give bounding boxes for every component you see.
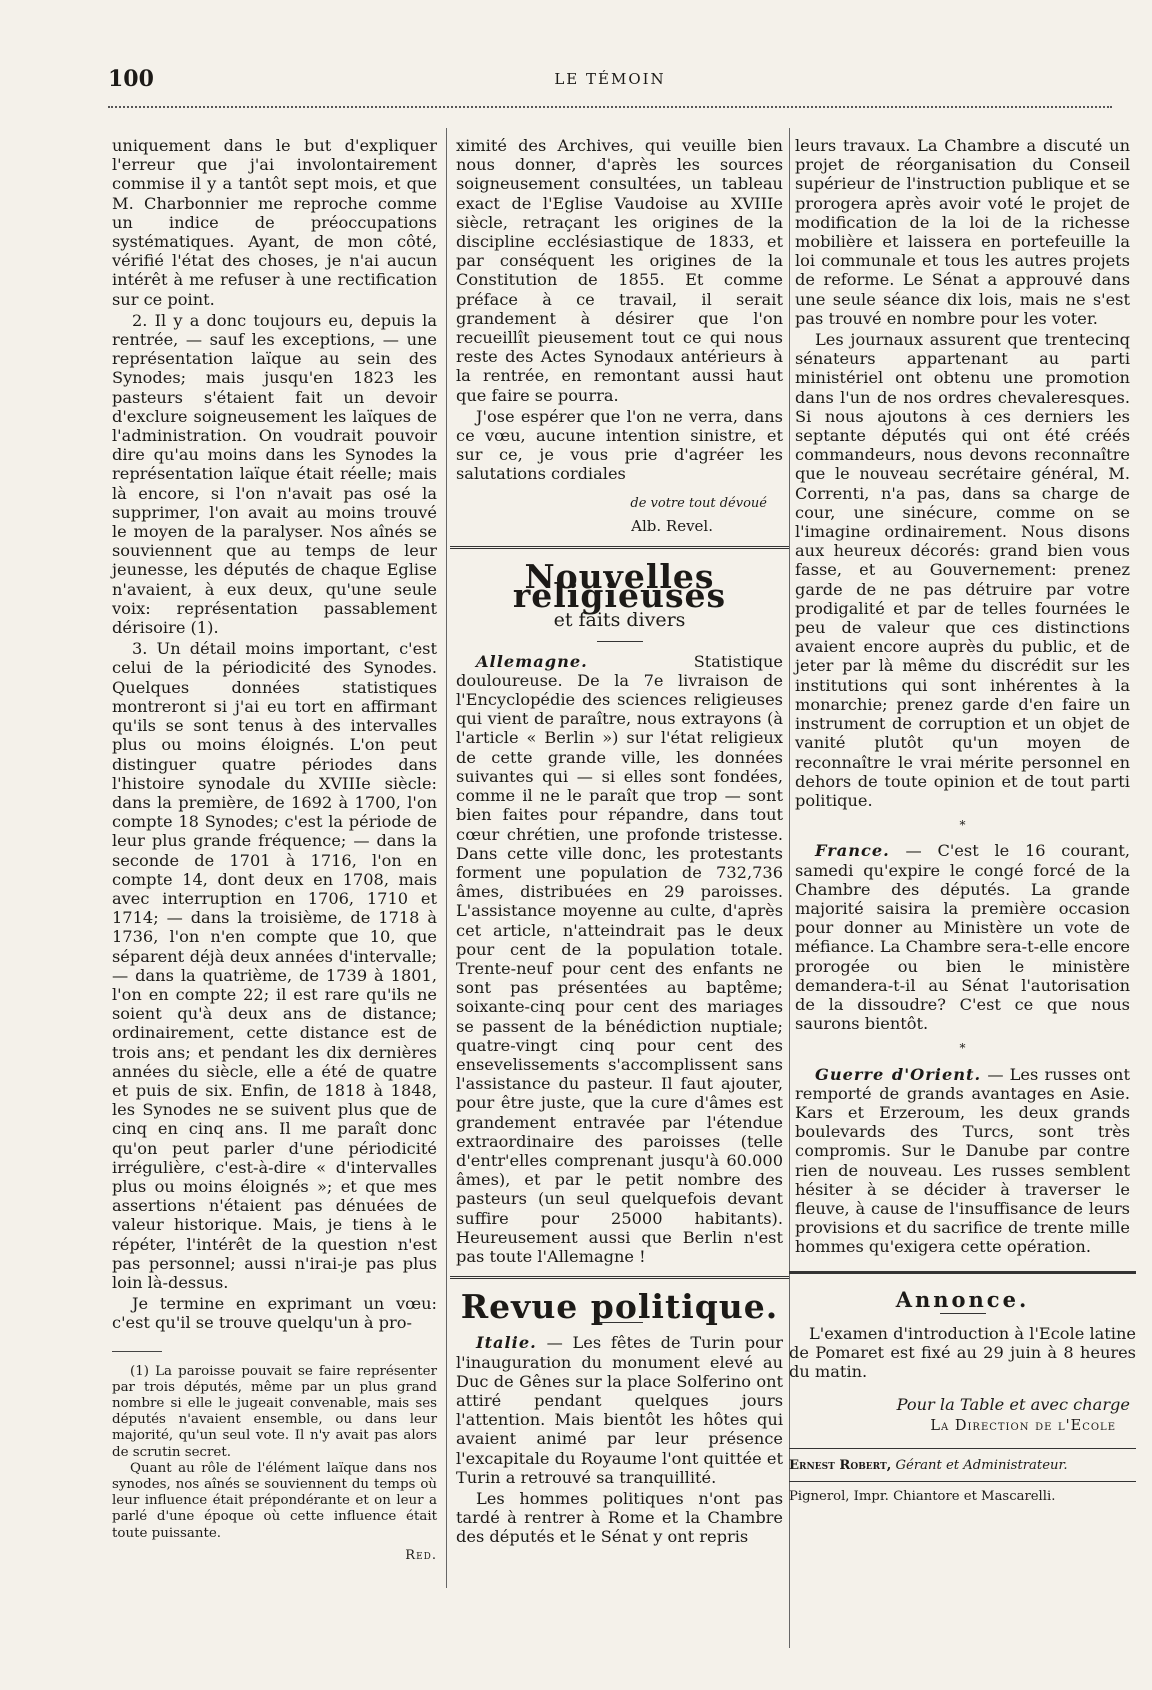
- short-rule-3: [940, 1313, 986, 1314]
- col2-paragraph-2: J'ose espérer que l'on ne verra, dans ce vœu, aucune intention sinistre, et sur ce, je vous prie d'agréer les salutations cordiales: [456, 406, 783, 484]
- column-2: [456, 136, 783, 1549]
- section-subtitle: et faits divers: [553, 609, 686, 632]
- announcement-signature: La Direction de l'Ecole: [930, 1417, 1116, 1434]
- section-separator-2: [450, 1276, 789, 1279]
- short-rule: [597, 641, 643, 642]
- col1-paragraph-1: uniquement dans le but d'expliquer l'erreur que j'ai involontairement commise il y a tantôt sept mois, et que M. Charbonnier me reproche comme un indice de préoccupations systématiques. Ayant, de mon côté, vérifié l'état des choses, je n'ai aucun intérêt à me refuser à une rectification sur ce point.: [112, 136, 437, 309]
- guerre-article: — Les russes ont remporté de grands avantages en Asie. Kars et Erzeroum, les deux grands boulevards des Turcs, sont très compromis. Sur le Danube par contre rien de nouveau. Les russes semblent hésiter à se décider à traverser le fleuve, à cause de l'insuffisance de leurs provisions et du sacrifice de trente mille hommes qu'exigera cette opération.: [795, 1064, 1130, 1257]
- star-separator: *: [959, 818, 966, 833]
- letter-signature: Alb. Revel.: [631, 516, 713, 535]
- imprint-name: Ernest Robert,: [789, 1457, 892, 1473]
- col1-paragraph-4: Je termine en exprimant un vœu: c'est qu'il se trouve quelqu'un à pro-: [112, 1294, 437, 1333]
- allemagne-article: Statistique douloureuse. De la 7e livraison de l'Encyclopédie des sciences religieuses qui vient de paraître, nous extrayons (à l'article « Berlin ») sur l'état religieux de cette grande ville, les données suivantes qui — si elles sont fondées, comme il ne le paraît que trop — sont bien faites pour répandre, dans tout cœur chrétien, une profonde tristesse. Dans cette ville donc, les protestants forment une population de 732,736 âmes, distribuées en 29 paroisses. L'assistance moyenne au culte, d'après cet article, n'atteindrait pas le deux pour cent de la population totale. Trente-neuf pour cent des enfants ne sont pas présentées au baptême; soixante-cinq pour cent des mariages se passent de la bénédiction nuptiale; quatre-vingt cinq pour cent des ensevelissements s'accomplissent sans l'assistance du pasteur. Il faut ajouter, pour être juste, que la cure d'âmes est grandement entravée par l'étendue extraordinaire des paroisses (telle d'entr'elles comprenant jusqu'à 60.000 âmes), et par le petit nombre des pasteurs (un seul quelquefois devant suffire pour 25000 habitants). Heureusement aussi que Berlin n'est pas toute l'Allemagne !: [456, 651, 783, 1266]
- col2-paragraph-last: Les hommes politiques n'ont pas tardé à rentrer à Rome et la Chambre des députés et le Sénat y ont repris: [456, 1489, 783, 1547]
- footnote-1: (1) La paroisse pouvait se faire représenter par trois députés, même par un plus grand nombre si elle le jugeait convenable, mais ses députés n'avaient ensemble, ou dans leur majorité, qu'un seul vote. Il n'y avait pas alors de scrutin secret.: [112, 1363, 437, 1460]
- col1-paragraph-2: 2. Il y a donc toujours eu, depuis la rentrée, — sauf les exceptions, — une représentation laïque au sein des Synodes; mais jusqu'en 1823 les pasteurs s'étaient fait un devoir d'exclure soigneusement les laïques de l'administration. On voudrait pouvoir dire qu'au moins dans les Synodes la représentation laïque était réelle; mais là encore, si l'on n'avait pas osé la supprimer, l'on avait au moins trouvé le moyen de la paralyser. Nos aînés se souviennent que au temps de leur jeunesse, les députés de chaque Eglise n'avaient, à eux deux, qu'une seule voix: représentation passablement dérisoire (1).: [112, 310, 437, 638]
- col3-paragraph-2: Les journaux assurent que trentecinq sénateurs appartenant au parti ministériel ont obtenu une promotion dans l'un de nos ordres chevaleresques. Si nous ajoutons à ces derniers les septante députés qui ont été créés commandeurs, nous devons reconnaître que le nouveau secrétaire général, M. Correnti, n'a pas, dans sa charge de cour, une sinécure, comme on se l'imagine ordinairement. Nous disons aux heureux décorés: grand bien vous fasse, et au Gouvernement: prenez garde de ne pas détruire par votre prodigalité et par de telles fournées le peu de valeur que ces distinctions avaient encore auprès du public, et de jeter par là même du discrédit sur les institutions qui sont inhérentes à la monarchie; prenez garde d'en faire un instrument de corruption et un objet de vanité plutôt qu'un moyen de reconnaître le vrai mérite personnel en dehors de toute opinion et de tout parti politique.: [795, 330, 1130, 810]
- announcement-title: Annonce.: [895, 1286, 1030, 1312]
- footnote-2: Quant au rôle de l'élément laïque dans nos synodes, nos aînés se souviennent du temps où leur influence était prépondérante et on leur a parlé d'une époque où cette influence était toute puissante.: [112, 1460, 437, 1541]
- kw-italie: Italie.: [476, 1333, 537, 1353]
- kw-france: France.: [815, 841, 890, 861]
- star-separator-2: *: [959, 1041, 966, 1056]
- header-rule: [108, 106, 1112, 111]
- col3-paragraph-1: leurs travaux. La Chambre a discuté un projet de réorganisation du Conseil supérieur de l'instruction publique et se prorogera après avoir voté le projet de modification de la loi de la richesse mobilière et laissera en portefeuille la loi communale et tous les autres projets de reforme. Le Sénat a approuvé dans une seule séance dix lois, mais ne s'est pas trouvé en nombre pour les voter.: [795, 136, 1130, 328]
- kw-allemagne: Allemagne.: [476, 651, 588, 671]
- column-3: [789, 136, 1136, 1506]
- section-title-nouvelles: Nouvelles religieuses: [512, 557, 727, 616]
- announcement-box: [789, 1271, 1136, 1436]
- col2-paragraph-1: ximité des Archives, qui veuille bien nous donner, d'après les sources soigneusement consultées, un tableau exact de l'Eglise Vaudoise au XVIIIe siècle, retraçant les origines de la discipline ecclésiastique de 1833, et par conséquent les origines de la Constitution de 1855. Et comme préface à ce travail, il serait grandement à désirer que l'on recueillît pieusement tout ce qui nous reste des Actes Synodaux antérieurs à la rentrée, en remontant aussi haut que faire se pourra.: [456, 136, 783, 405]
- imprint-role: Gérant et Administrateur.: [895, 1457, 1068, 1473]
- column-1: [112, 136, 437, 1565]
- imprint-printer: Pignerol, Impr. Chiantore et Mascarelli.: [789, 1488, 1056, 1504]
- kw-guerre: Guerre d'Orient.: [815, 1064, 982, 1084]
- france-article: — C'est le 16 courant, samedi qu'expire le congé forcé de la Chambre des députés. La grande majorité saisira la première occasion pour donner au Ministère un vote de méfiance. La Chambre sera-t-elle encore prorogée ou bien le ministère demandera-t-il au Sénat l'autorisation de la dissoudre? C'est ce que nous saurons bientôt.: [795, 841, 1130, 1034]
- footnote-rule: [112, 1351, 162, 1352]
- page-number: 100: [108, 66, 154, 92]
- letter-closing: de votre tout dévoué: [630, 495, 767, 511]
- section-title-revue: Revue politique.: [460, 1287, 779, 1327]
- page-header: [108, 66, 1112, 102]
- col1-paragraph-3: 3. Un détail moins important, c'est celui de la périodicité des Synodes. Quelques données statistiques montreront si j'ai eu tort en affirmant qu'ils se sont tenus à des intervalles plus ou moins éloignés. L'on peut distinguer quatre périodes dans l'histoire synodale du XVIIIe siècle: dans la première, de 1692 à 1700, l'on compte 18 Synodes; c'est la période de leur plus grande fréquence; — dans la seconde de 1701 à 1716, l'on en compte 14, dont deux en 1708, mais avec interruption en 1706, 1710 et 1714; — dans la troisième, de 1718 à 1736, l'on n'en compte que 10, que séparent déjà deux années d'intervalle; — dans la quatrième, de 1739 à 1801, l'on en compte 22; il est rare qu'ils ne soient qu'à deux ans de distance; ordinairement, cette distance est de trois ans; et pendant les dix dernières années du siècle, elle a été de quatre et puis de six. Enfin, de 1818 à 1848, les Synodes ne se suivent plus que de cinq en cinq ans. Il me paraît donc qu'on peut parler d'une périodicité irrégulière, c'est-à-dire « d'intervalles plus ou moins éloignés »; et que mes assertions n'étaient pas dénuées de valeur historique. Mais, je tiens à le répéter, l'intérêt de la question n'est pas personnel; aussi n'irai-je pas plus loin là-dessus.: [112, 639, 437, 1292]
- section-separator: [450, 546, 789, 549]
- imprint: [789, 1448, 1136, 1506]
- column-divider-1: [446, 128, 447, 1588]
- italie-article: — Les fêtes de Turin pour l'inauguration du monument elevé au Duc de Gênes sur la place Solferino ont attiré pendant quelques jours l'attention. Mais bientôt les hôtes qui avaient animé par leur présence l'excapitale du Royaume l'ont quittée et Turin a retrouvé sa tranquillité.: [456, 1333, 783, 1487]
- running-title: LE TÉMOIN: [554, 70, 666, 88]
- announcement-text: L'examen d'introduction à l'Ecole latine de Pomaret est fixé au 29 juin à 8 heures du matin.: [789, 1323, 1136, 1382]
- footnote-signature: Red.: [405, 1547, 437, 1563]
- announcement-closing: Pour la Table et avec charge: [896, 1395, 1130, 1415]
